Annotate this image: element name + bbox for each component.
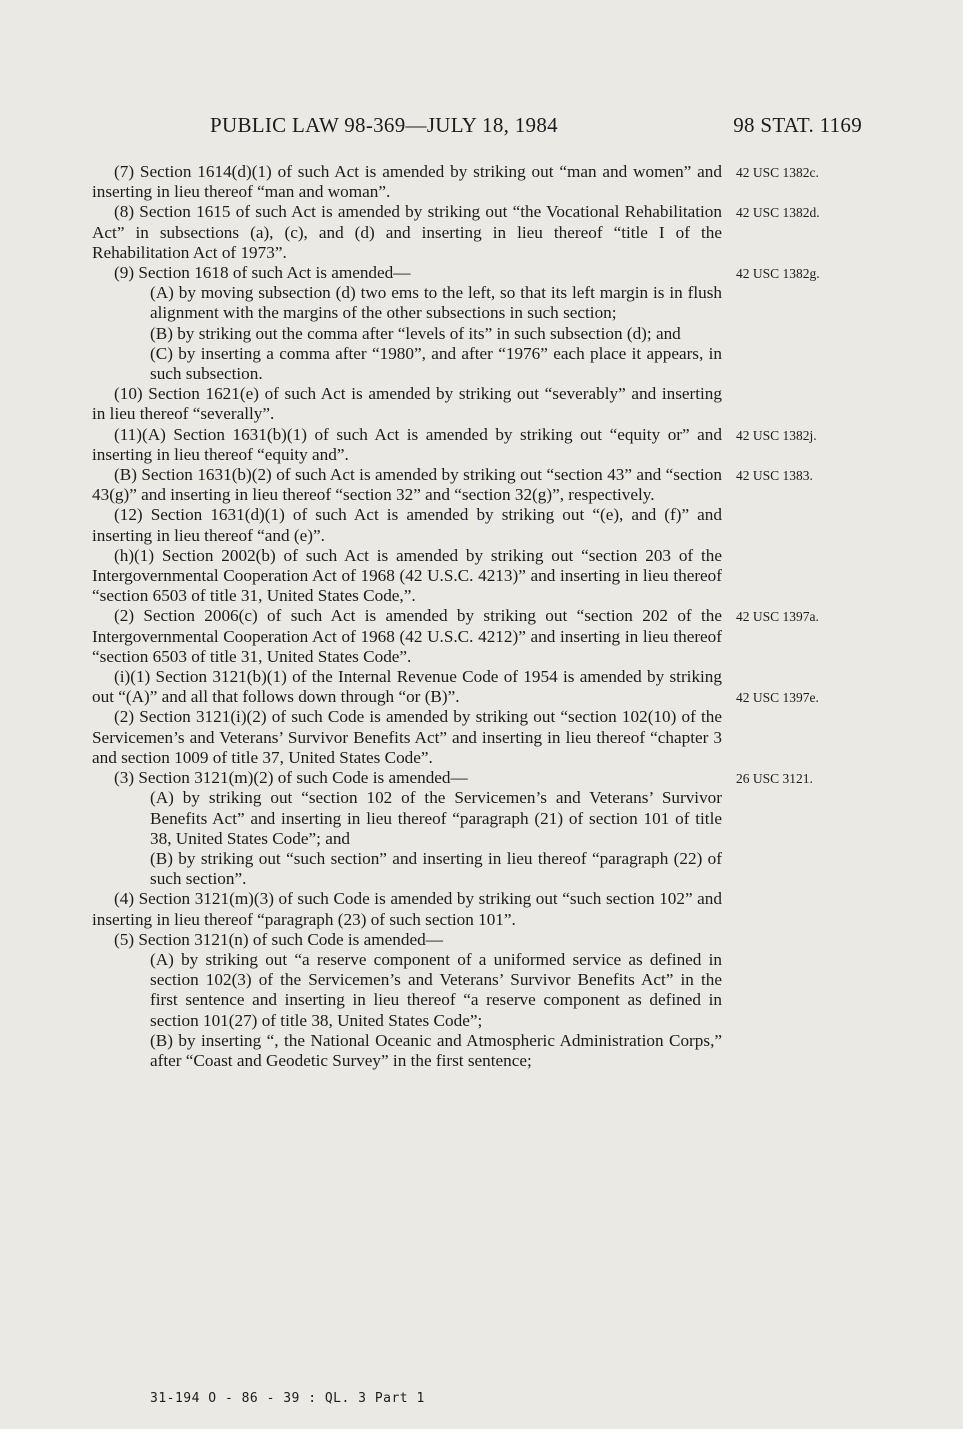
sub-paragraph: (A) by striking out “section 102 of the Servicemen’s and Veterans’ Survivor Benefits Act” and inserting in lieu thereof “paragraph (21) of section 101 of title 38, United States Code”; and [150, 788, 722, 848]
margin-note: 42 USC 1382c. [736, 165, 819, 180]
page-header [210, 113, 862, 145]
sub-paragraph: (B) by striking out “such section” and inserting in lieu thereof “paragraph (22) of such section”. [150, 848, 722, 889]
sub-paragraph: (C) by inserting a comma after “1980”, and after “1976” each place it appears, in such subsection. [150, 343, 722, 384]
page-title: PUBLIC LAW 98-369—JULY 18, 1984 [210, 113, 558, 137]
margin-note: 42 USC 1383. [736, 468, 813, 483]
paragraph: (B) Section 1631(b)(2) of such Act is amended by striking out “section 43” and “section 43(g)” and inserting in lieu thereof “section 32” and “section 32(g)”, respectively. [92, 465, 722, 505]
statute-page-number: 98 STAT. 1169 [733, 113, 862, 137]
sub-paragraph: (A) by moving subsection (d) two ems to the left, so that its left margin is in flush alignment with the margins of the other subsections in such section; [150, 283, 722, 323]
paragraph: (3) Section 3121(m)(2) of such Code is amended— [114, 768, 468, 788]
margin-note: 42 USC 1382d. [736, 205, 820, 220]
paragraph: (9) Section 1618 of such Act is amended— [114, 263, 411, 283]
margin-note: 42 USC 1382j. [736, 428, 817, 443]
paragraph: (4) Section 3121(m)(3) of such Code is amended by striking out “such section 102” and inserting in lieu thereof “paragraph (23) of such section 101”. [92, 889, 722, 929]
margin-note: 42 USC 1397e. [736, 690, 819, 705]
paragraph: (2) Section 3121(i)(2) of such Code is amended by striking out “section 102(10) of the Servicemen’s and Veterans’ Survivor Benefits Act” and inserting in lieu thereof “chapter 3 and section 1009 of title 37, United States Code”. [92, 707, 722, 767]
sub-paragraph: (B) by inserting “, the National Oceanic and Atmospheric Administration Corps,” after “Coast and Geodetic Survey” in the first sentence; [150, 1030, 722, 1070]
paragraph: (5) Section 3121(n) of such Code is amended— [114, 929, 443, 949]
paragraph: (10) Section 1621(e) of such Act is amended by striking out “severably” and inserting in lieu thereof “severally”. [92, 384, 722, 424]
paragraph: (8) Section 1615 of such Act is amended by striking out “the Vocational Rehabilitation Act” in subsections (a), (c), and (d) and inserting in lieu thereof “title I of the Rehabilitation Act of 1973”. [92, 202, 722, 262]
sub-paragraph: (A) by striking out “a reserve component of a uniformed service as defined in section 102(3) of the Servicemen’s and Veterans’ Survivor Benefits Act” in the first sentence and inserting in lieu thereof “a reserve component as defined in section 101(27) of title 38, United States Code”; [150, 949, 722, 1030]
paragraph: (h)(1) Section 2002(b) of such Act is amended by striking out “section 203 of the Intergovernmental Cooperation Act of 1968 (42 U.S.C. 4213)” and inserting in lieu thereof “section 6503 of title 31, United States Code,”. [92, 545, 722, 606]
print-footer: 31-194 O - 86 - 39 : QL. 3 Part 1 [150, 1391, 425, 1406]
paragraph: (12) Section 1631(d)(1) of such Act is amended by striking out “(e), and (f)” and inserting in lieu thereof “and (e)”. [92, 505, 722, 545]
sub-paragraph: (B) by striking out the comma after “levels of its” in such subsection (d); and [150, 323, 681, 343]
paragraph: (11)(A) Section 1631(b)(1) of such Act is amended by striking out “equity or” and inserting in lieu thereof “equity and”. [92, 424, 722, 464]
margin-note: 42 USC 1397a. [736, 609, 819, 624]
margin-note: 26 USC 3121. [736, 771, 813, 786]
body-text [92, 162, 722, 1071]
margin-note: 42 USC 1382g. [736, 266, 820, 281]
paragraph: (i)(1) Section 3121(b)(1) of the Internal Revenue Code of 1954 is amended by striking out “(A)” and all that follows down through “or (B)”. [92, 667, 722, 707]
paragraph: (2) Section 2006(c) of such Act is amended by striking out “section 202 of the Intergovernmental Cooperation Act of 1968 (42 U.S.C. 4212)” and inserting in lieu thereof “section 6503 of title 31, United States Code”. [92, 606, 722, 666]
paragraph: (7) Section 1614(d)(1) of such Act is amended by striking out “man and women” and inserting in lieu thereof “man and woman”. [92, 162, 722, 202]
